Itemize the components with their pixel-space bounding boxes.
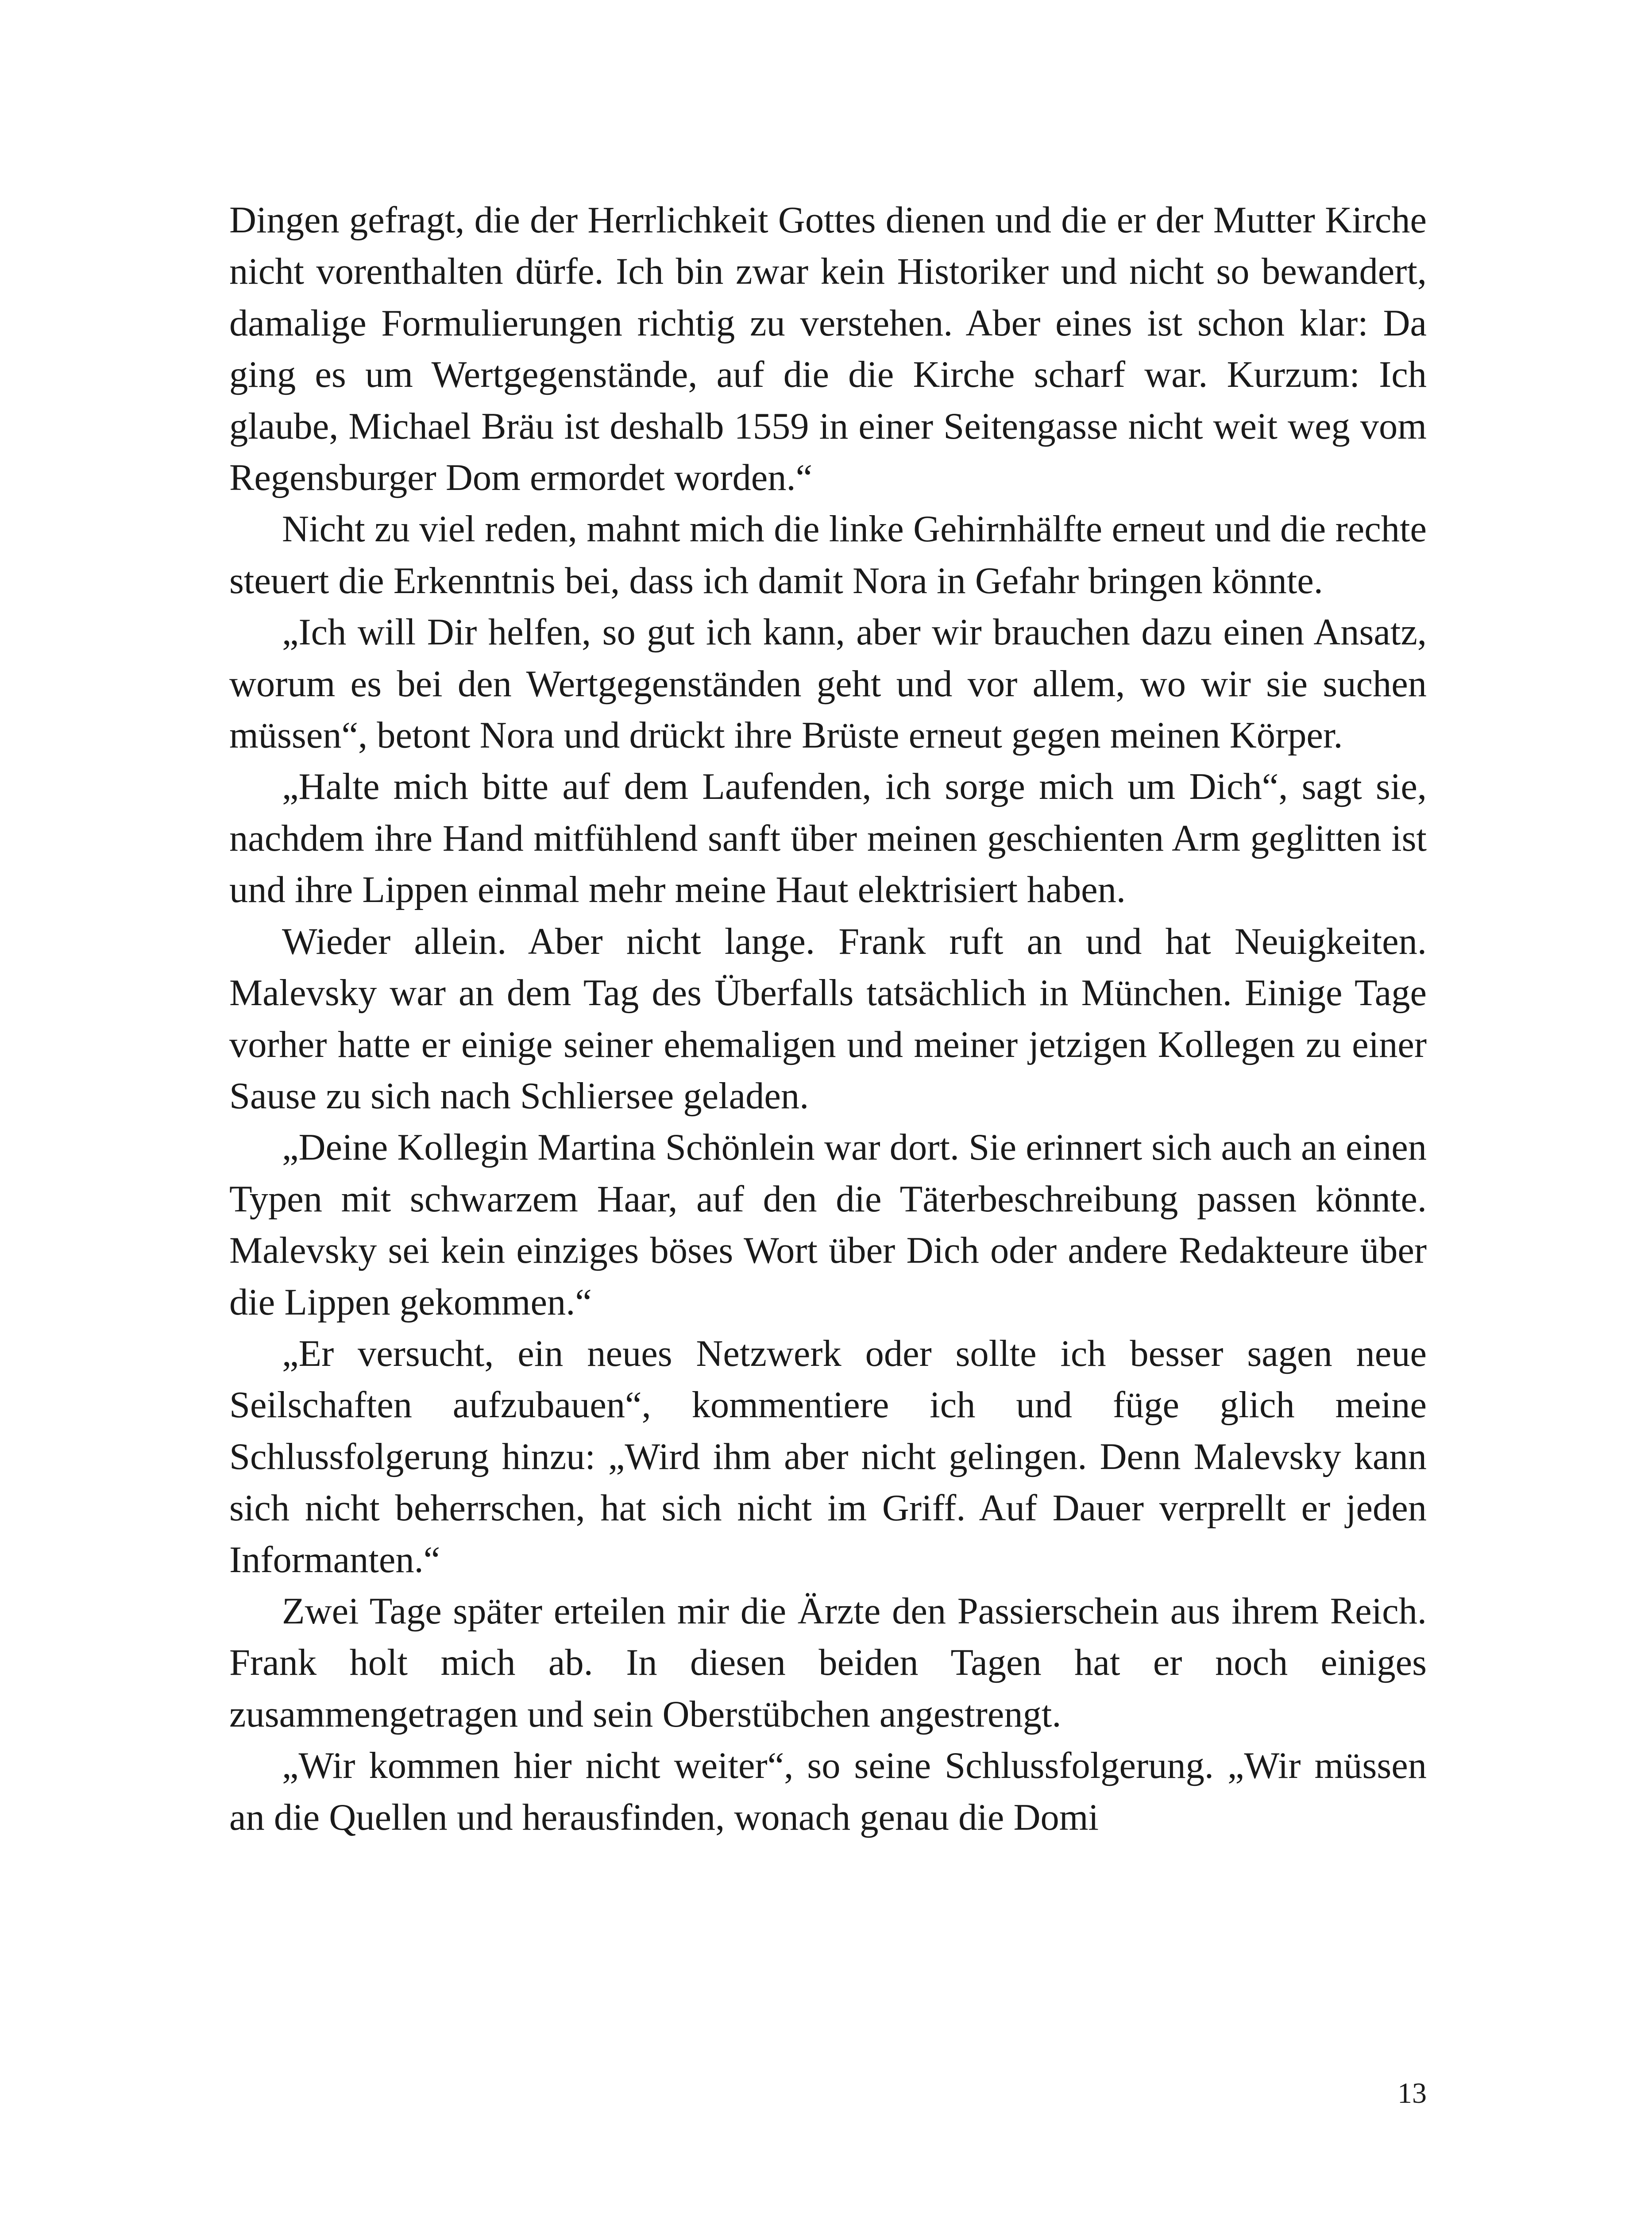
paragraph: „Deine Kollegin Martina Schönlein war dort. Sie erinnert sich auch an einen Typen mit schwarzem Haar, auf den die Täterbeschreibung passen könnte. Malevsky sei kein einziges böses Wort über Dich oder andere Redakteure über die Lippen gekommen.“ [229, 1127, 1427, 1323]
paragraph: Zwei Tage später erteilen mir die Ärzte den Passierschein aus ihrem Reich. Frank holt mich ab. In diesen beiden Tagen hat er noch einiges zusammengetragen und sein Oberstübchen angestrengt. [229, 1590, 1427, 1735]
paragraph: Nicht zu viel reden, mahnt mich die linke Gehirnhälfte erneut und die rechte steuert die Erkenntnis bei, dass ich damit Nora in Gefahr bringen könnte. [229, 509, 1427, 601]
paragraph: „Er versucht, ein neues Netzwerk oder sollte ich besser sagen neue Seilschaften aufzubauen“, kommentiere ich und füge glich meine Schlussfolgerung hinzu: „Wird ihm aber nicht gelingen. Denn Malevsky kann sich nicht beherrschen, hat sich nicht im Griff. Auf Dauer verprellt er jeden Informanten.“ [229, 1333, 1427, 1581]
paragraph: „Wir kommen hier nicht weiter“, so seine Schlussfolgerung. „Wir müssen an die Quellen und herausfinden, wonach genau die Domi [229, 1745, 1427, 1838]
page-number: 13 [1397, 2077, 1427, 2109]
paragraph: „Ich will Dir helfen, so gut ich kann, aber wir brauchen dazu einen Ansatz, worum es bei den Wertgegenständen geht und vor allem, wo wir sie suchen müssen“, betont Nora und drückt ihre Brüste erneut gegen meinen Körper. [229, 612, 1427, 756]
body-text [229, 195, 1427, 1843]
paragraph: Wieder allein. Aber nicht lange. Frank ruft an und hat Neuigkeiten. Malevsky war an dem Tag des Überfalls tatsächlich in München. Einige Tage vorher hatte er einige seiner ehemaligen und meiner jetzigen Kollegen zu einer Sause zu sich nach Schliersee geladen. [229, 921, 1427, 1117]
paragraph: „Halte mich bitte auf dem Laufenden, ich sorge mich um Dich“, sagt sie, nachdem ihre Hand mitfühlend sanft über meinen geschienten Arm geglitten ist und ihre Lippen einmal mehr meine Haut elektrisiert haben. [229, 766, 1427, 911]
paragraph: Dingen gefragt, die der Herrlichkeit Gottes dienen und die er der Mutter Kirche nicht vorenthalten dürfe. Ich bin zwar kein Historiker und nicht so bewandert, damalige Formulierungen richtig zu verstehen. Aber eines ist schon klar: Da ging es um Wertgegenstände, auf die die Kirche scharf war. Kurzum: Ich glaube, Michael Bräu ist deshalb 1559 in einer Seitengasse nicht weit weg vom Regensburger Dom ermordet worden.“ [229, 200, 1427, 499]
